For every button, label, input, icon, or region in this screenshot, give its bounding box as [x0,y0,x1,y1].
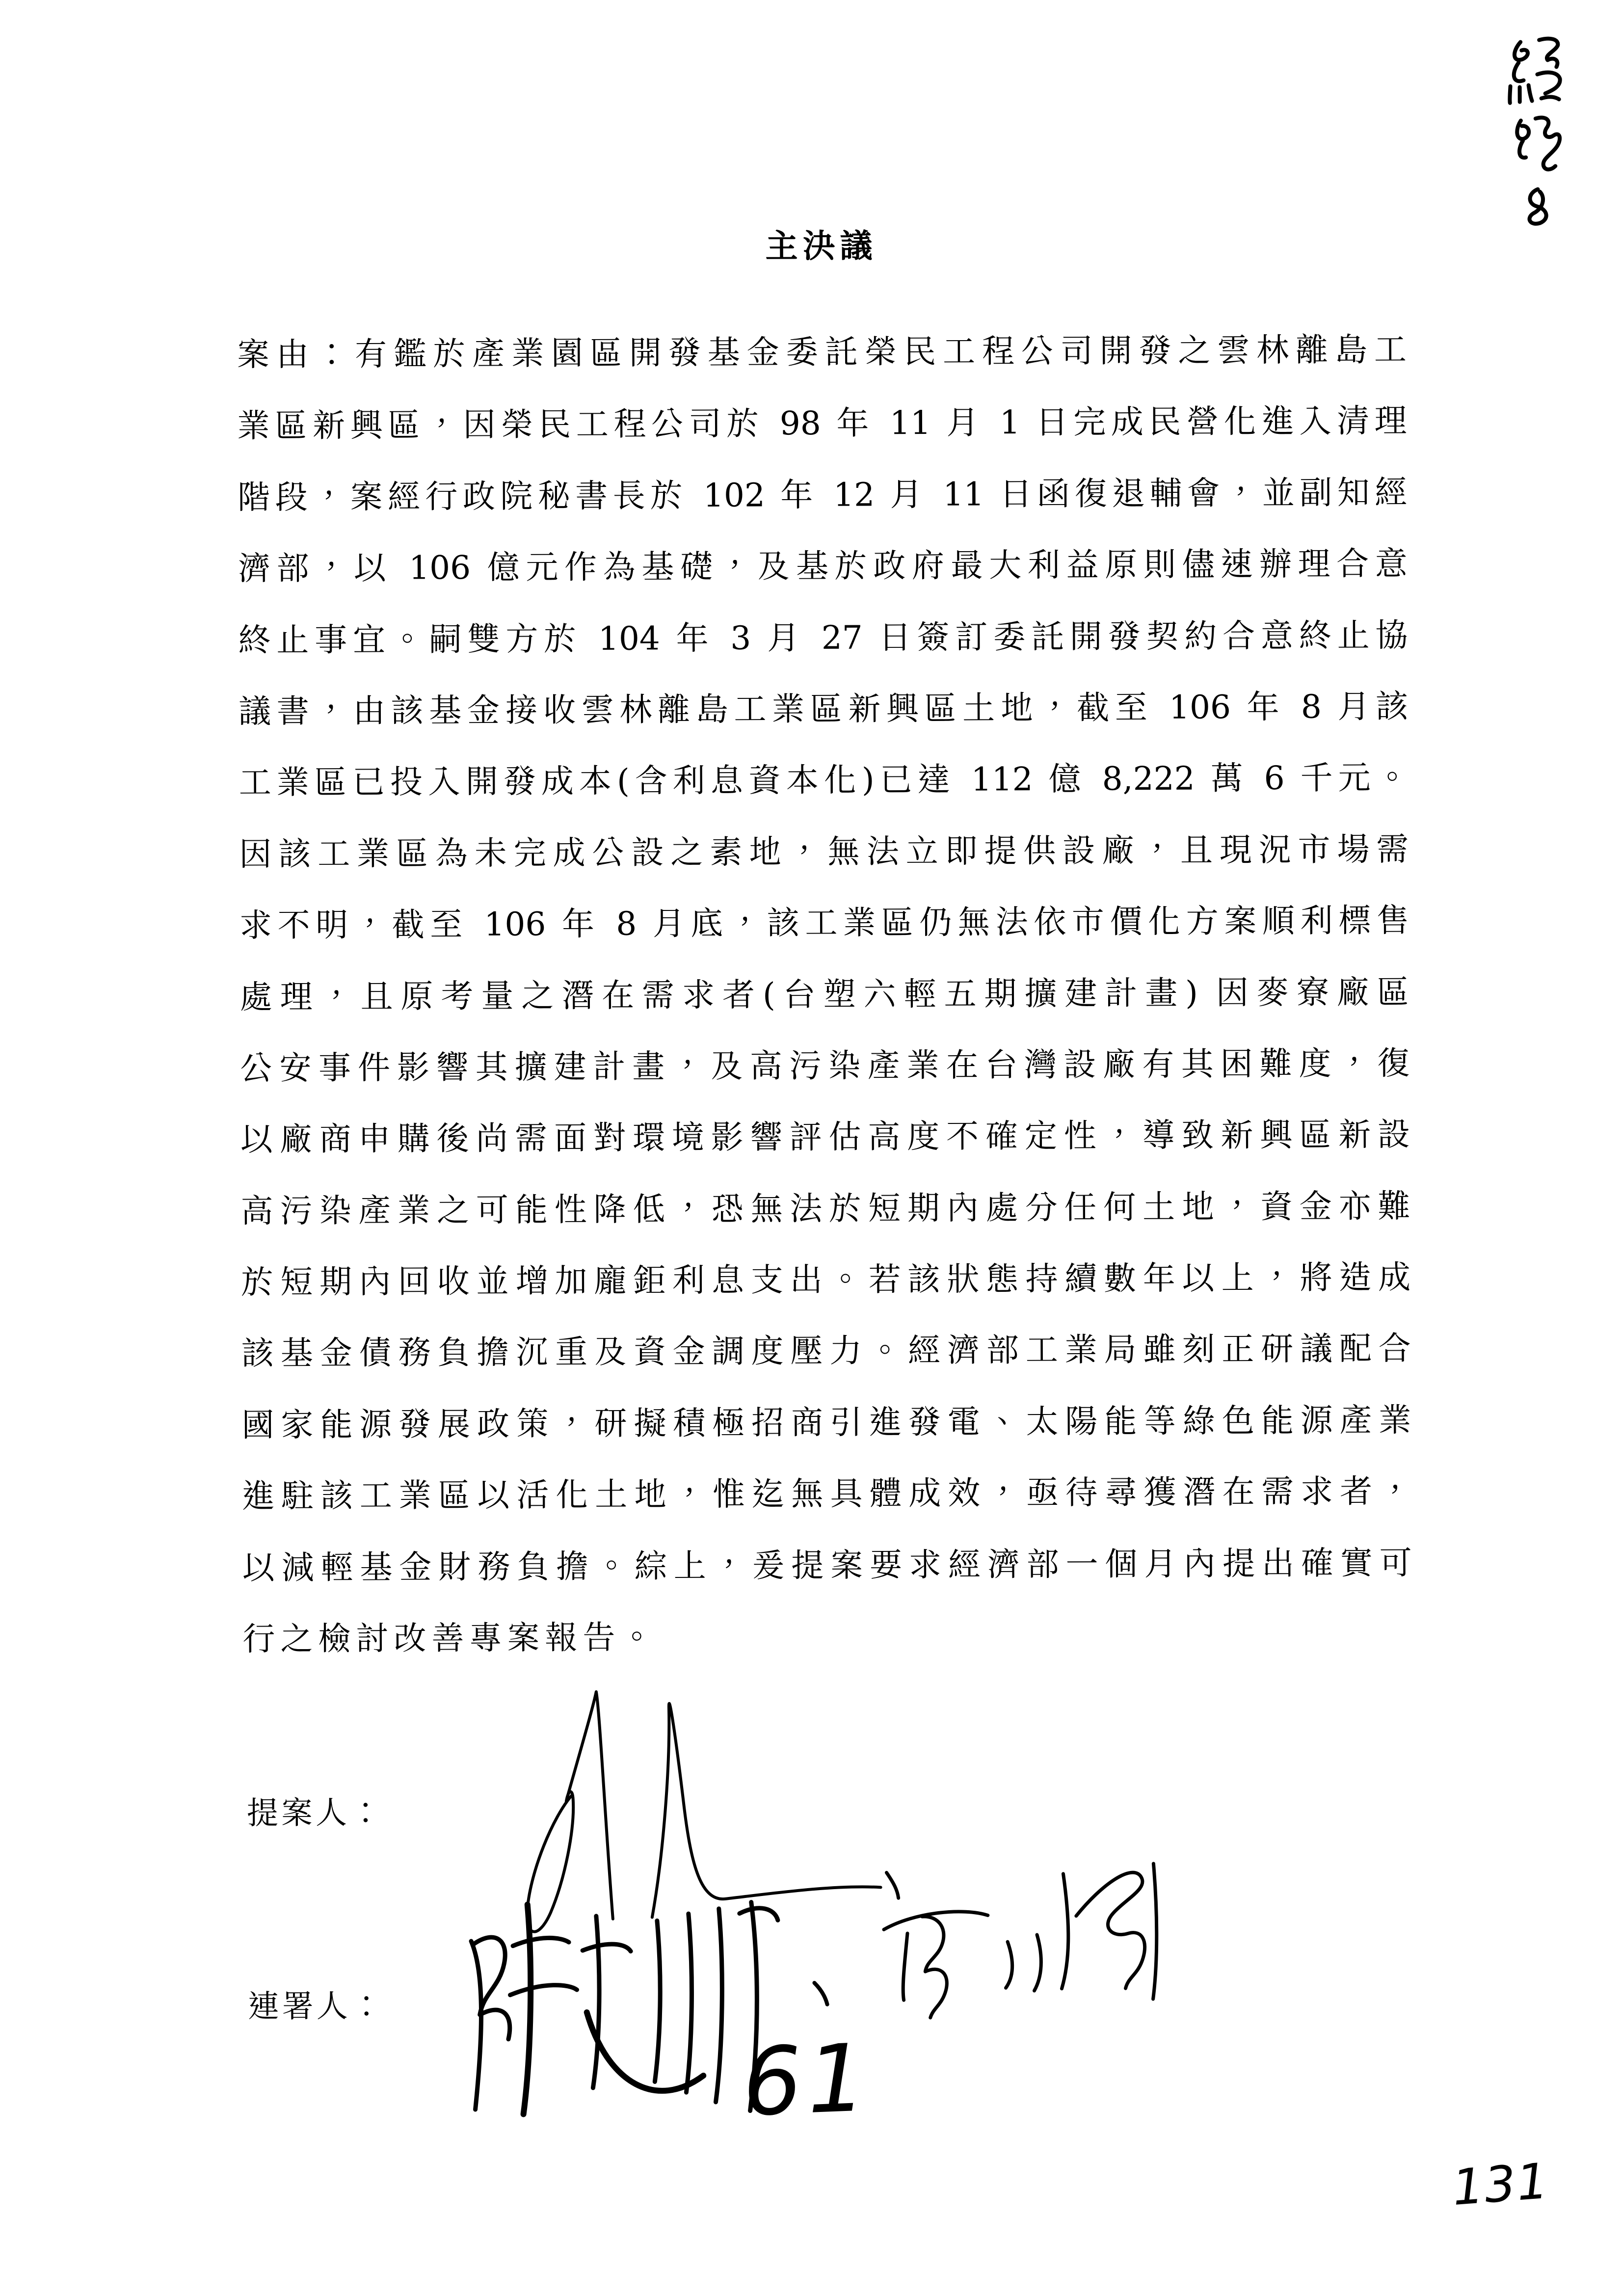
handwritten-count-number: 61 [741,2023,874,2137]
proposer-signature [526,1690,881,1931]
body-line: 業區新興區，因榮民工程公司於 98 年 11 月 1 日完成民營化進入清理 [237,402,1407,445]
body-line: 議書，由該基金接收雲林離島工業區新興區土地，截至 106 年 8 月該 [238,687,1408,731]
cosigner-label: 連署人： [247,1988,385,2026]
proposer-label: 提案人： [246,1794,385,1832]
body-line: 以廠商申購後尚需面對環境影響評估高度不確定性，導致新興區新設 [240,1115,1410,1159]
body-line: 行之檢討改善專案報告。 [242,1618,659,1658]
page-title: 主決議 [765,226,877,266]
cosigner-signature-2 [883,1864,1157,2018]
body-line: 終止事宜。嗣雙方於 104 年 3 月 27 日簽訂委託開發契約合意終止協 [238,616,1408,659]
body-line: 進駐該工業區以活化土地，惟迄無具體成效，亟待尋獲潛在需求者， [241,1472,1412,1516]
body-line: 高污染產業之可能性降低，恐無法於短期內處分任何土地，資金亦難 [240,1187,1410,1230]
body-line: 以減輕基金財務負擔。綜上，爰提案要求經濟部一個月內提出確實可 [242,1544,1412,1587]
body-line: 於短期內回收並增加龐鉅利息支出。若該狀態持續數年以上，將造成 [241,1258,1411,1302]
body-line: 該基金債務負擔沉重及資金調度壓力。經濟部工業局雖刻正研議配合 [241,1330,1411,1373]
body-line: 濟部，以 106 億元作為基礎，及基於政府最大利益原則儘速辦理合意 [238,544,1408,588]
corner-annotation-handwriting [1510,39,1561,224]
body-line: 工業區已投入開發成本(含利息資本化)已達 112 億 8,222 萬 6 千元。 [239,759,1408,802]
body-line: 公安事件影響其擴建計畫，及高污染產業在台灣設廠有其困難度，復 [240,1044,1410,1087]
body-line: 因該工業區為未完成公設之素地，無法立即提供設廠，且現況市場需 [239,830,1409,873]
body-line: 階段，案經行政院秘書長於 102 年 12 月 11 日函復退輔會，並副知經 [238,473,1408,516]
cosigner-signature-1 [471,1902,828,2114]
body-line: 國家能源發展政策，研擬積極招商引進發電、太陽能等綠色能源產業 [241,1401,1411,1444]
body-line: 案由：有鑑於產業園區開發基金委託榮民工程公司開發之雲林離島工 [237,330,1407,374]
body-line: 求不明，截至 106 年 8 月底，該工業區仍無法依市價化方案順利標售 [239,901,1409,945]
handwritten-page-number: 131 [1450,2152,1551,2217]
body-line: 處理，且原考量之潛在需求者(台塑六輕五期擴建計畫) 因麥寮廠區 [239,973,1409,1016]
